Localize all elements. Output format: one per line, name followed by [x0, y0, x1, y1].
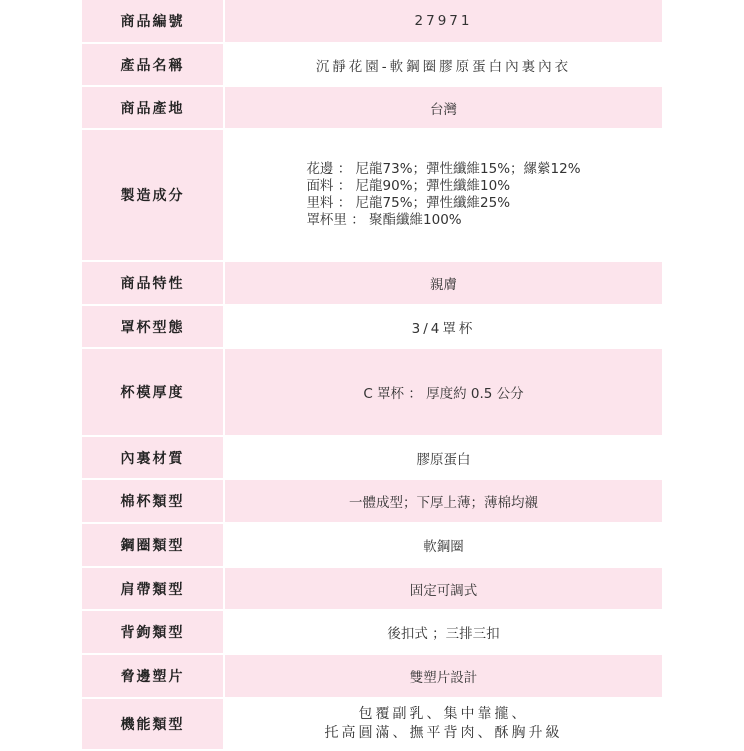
row-strap-type	[82, 568, 662, 611]
composition-line-cup-lining: 罩杯里 ： 聚酯纖維100%	[306, 212, 462, 228]
value-side-boning: 雙塑片設計	[225, 655, 662, 697]
row-function	[82, 699, 662, 751]
row-hook-type	[82, 611, 662, 655]
row-origin	[82, 87, 662, 130]
value-product-number: 27971	[225, 0, 662, 42]
value-composition	[225, 130, 662, 260]
label-inner-material: 內裏材質	[82, 437, 225, 478]
label-side-boning: 脅邊塑片	[82, 655, 225, 697]
value-cup-thickness: C 罩杯 ： 厚度約 0.5 公分	[225, 349, 662, 435]
value-function	[225, 699, 662, 749]
value-cup-style: 3/4罩杯	[225, 306, 662, 347]
row-cup-style	[82, 306, 662, 349]
label-strap-type: 肩帶類型	[82, 568, 225, 609]
label-cup-style: 罩杯型態	[82, 306, 225, 347]
composition-line-lining: 里料 ： 尼龍75%；彈性纖維25%	[306, 195, 511, 211]
value-feature: 親膚	[225, 262, 662, 304]
label-hook-type: 背鉤類型	[82, 611, 225, 653]
label-origin: 商品產地	[82, 87, 225, 128]
composition-line-lace: 花邊 ： 尼龍73%；彈性纖維15%；縲縈12%	[306, 161, 581, 177]
value-origin: 台灣	[225, 87, 662, 128]
label-wire-type: 鋼圈類型	[82, 524, 225, 566]
row-feature	[82, 262, 662, 306]
function-line-1: 包覆副乳、集中靠攏、	[358, 706, 529, 722]
value-inner-material: 膠原蛋白	[225, 437, 662, 478]
row-side-boning	[82, 655, 662, 699]
label-feature: 商品特性	[82, 262, 225, 304]
label-composition: 製造成分	[82, 130, 225, 260]
function-line-2: 托高圓滿、撫平背肉、酥胸升級	[324, 725, 563, 741]
row-cup-thickness	[82, 349, 662, 437]
value-wire-type: 軟鋼圈	[225, 524, 662, 566]
row-wire-type	[82, 524, 662, 568]
row-inner-material	[82, 437, 662, 480]
value-hook-type: 後扣式 ；三排三扣	[225, 611, 662, 653]
composition-line-face: 面料 ： 尼龍90%；彈性纖維10%	[306, 178, 511, 194]
row-composition	[82, 130, 662, 262]
row-product-name	[82, 44, 662, 87]
row-product-number	[82, 0, 662, 44]
label-cup-thickness: 杯模厚度	[82, 349, 225, 435]
label-product-name: 產品名稱	[82, 44, 225, 85]
row-pad-type	[82, 480, 662, 524]
label-pad-type: 棉杯類型	[82, 480, 225, 522]
label-function: 機能類型	[82, 699, 225, 749]
value-product-name: 沉靜花園-軟鋼圈膠原蛋白內裏內衣	[225, 44, 662, 85]
value-pad-type: 一體成型；下厚上薄；薄棉均襯	[225, 480, 662, 522]
spec-table	[82, 0, 662, 751]
value-strap-type: 固定可調式	[225, 568, 662, 609]
label-product-number: 商品編號	[82, 0, 225, 42]
